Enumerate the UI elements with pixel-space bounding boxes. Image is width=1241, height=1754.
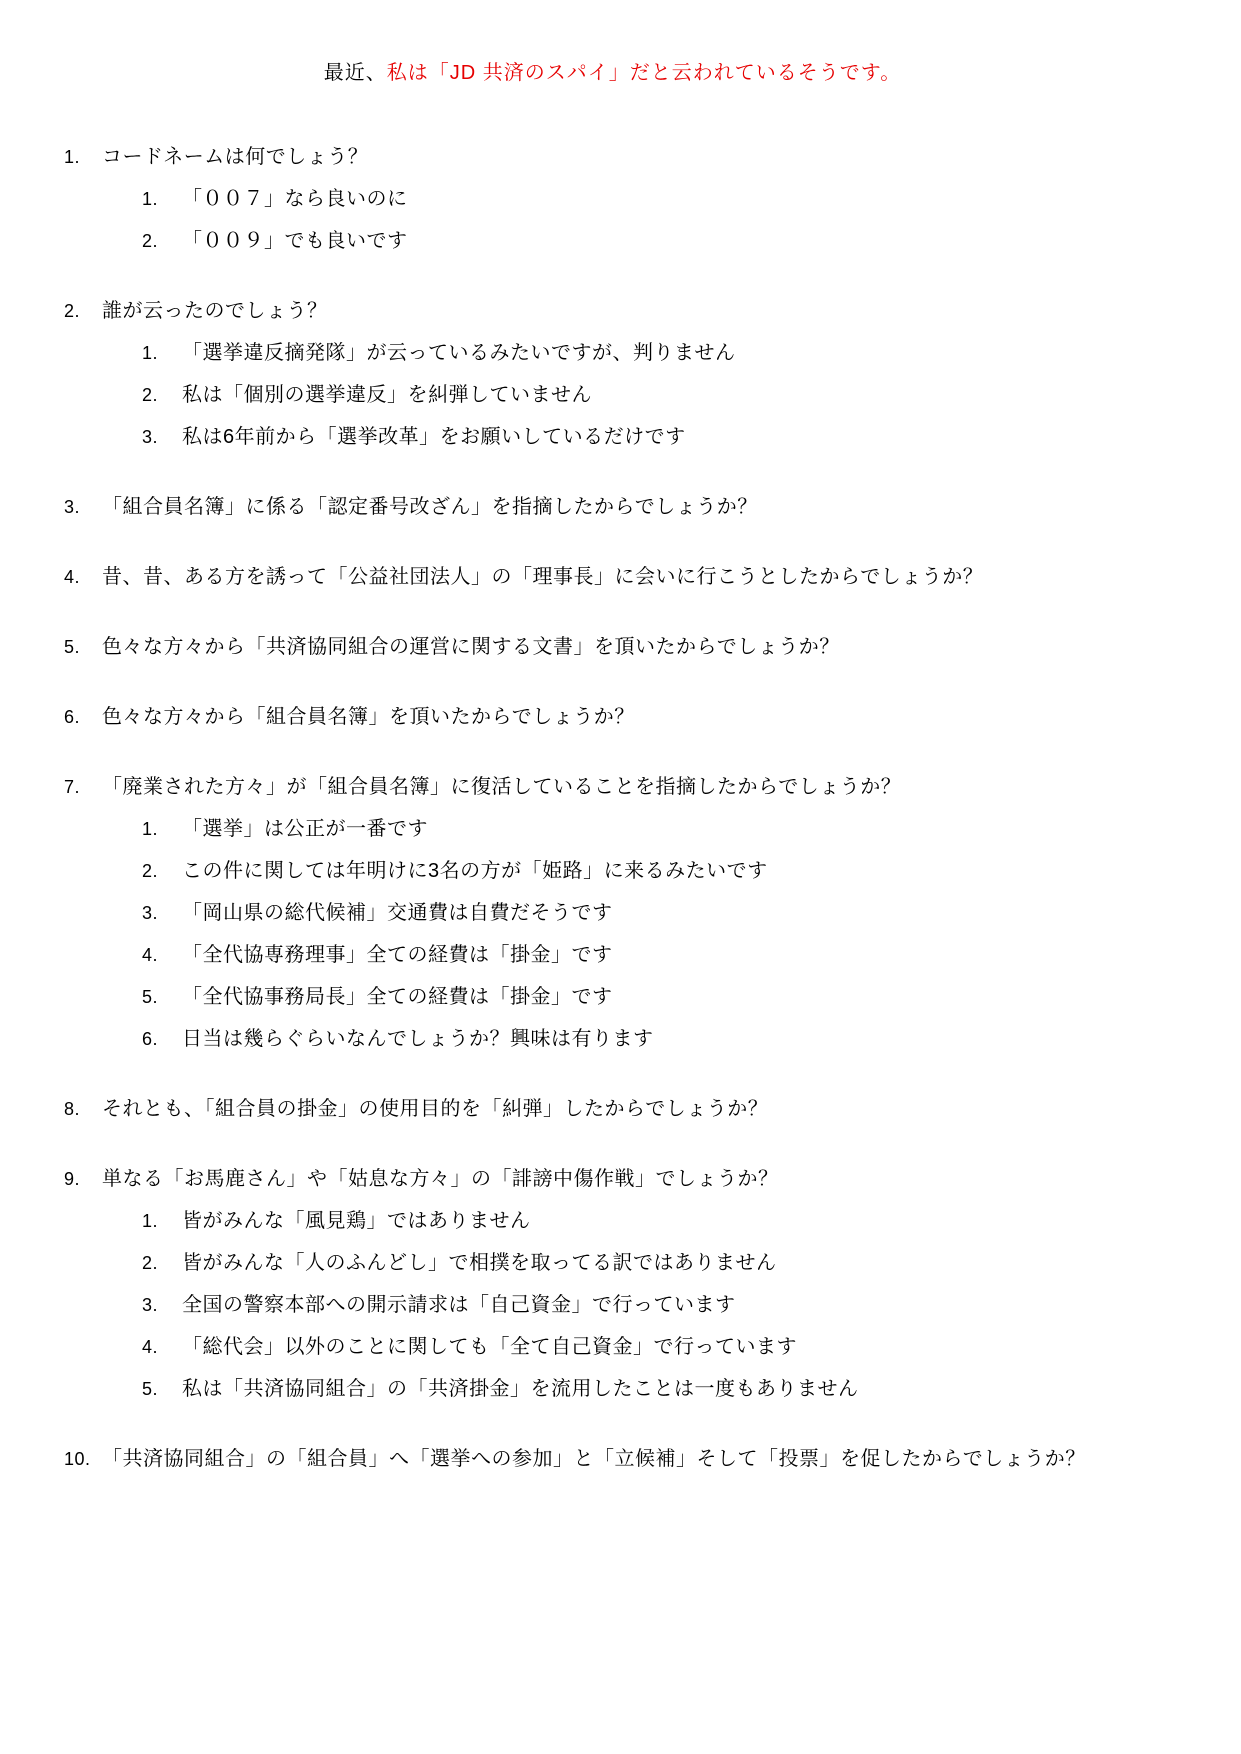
item-9-sub-5-text: 私は「共済協同組合」の「共済掛金」を流用したことは一度もありません — [182, 1378, 859, 1400]
item-8-text: それとも、「組合員の掛金」の使用目的を「糾弾」したからでしょうか？ — [102, 1098, 769, 1120]
item-7-sub-4-text: 「全代協専務理事」全ての経費は「掛金」です — [182, 944, 613, 966]
item-10-text: 「共済協同組合」の「組合員」へ「選挙への参加」と「立候補」そして「投票」を促したからでしょうか？ — [102, 1448, 1086, 1470]
item-2-text: 誰が云ったのでしょう？ — [102, 300, 328, 322]
item-7-sub-4 — [142, 940, 1161, 970]
item-7-sub-1-text: 「選挙」は公正が一番です — [182, 818, 428, 840]
item-8 — [64, 1094, 1161, 1124]
item-4-text: 昔、昔、ある方を誘って「公益社団法人」の「理事長」に会いに行こうとしたからでしょうか？ — [102, 566, 984, 588]
item-2-sub-1-number: 1. — [142, 343, 159, 363]
item-1-sub-1 — [142, 184, 1161, 214]
item-2-number: 2. — [64, 301, 81, 321]
item-4-number: 4. — [64, 567, 81, 587]
item-7-number: 7. — [64, 777, 81, 797]
item-7-sub-2-text: この件に関しては年明けに3名の方が「姫路」に来るみたいです — [182, 860, 768, 882]
title-emphasis: 私は「JD 共済のスパイ」だと云われているそうです。 — [386, 62, 902, 84]
item-9-sub-4 — [142, 1332, 1161, 1362]
item-7-sub-2 — [142, 856, 1161, 886]
item-1-sub-2 — [142, 226, 1161, 256]
item-7-sub-1 — [142, 814, 1161, 844]
item-7-sub-3-text: 「岡山県の総代候補」交通費は自費だそうです — [182, 902, 613, 924]
item-2-sub-3-number: 3. — [142, 427, 159, 447]
item-7-text: 「廃業された方々」が「組合員名簿」に復活していることを指摘したからでしょうか？ — [102, 776, 902, 798]
item-6 — [64, 702, 1161, 732]
item-1-sub-2-number: 2. — [142, 231, 159, 251]
item-2-sub-1 — [142, 338, 1161, 368]
document-title — [64, 58, 1161, 88]
item-7-sub-6 — [142, 1024, 1161, 1054]
item-10-number: 10. — [64, 1449, 91, 1469]
item-3-text: 「組合員名簿」に係る「認定番号改ざん」を指摘したからでしょうか？ — [102, 496, 758, 518]
item-2-sub-2-text: 私は「個別の選挙違反」を糾弾していません — [182, 384, 592, 406]
item-7-sub-1-number: 1. — [142, 819, 159, 839]
item-9 — [64, 1164, 1161, 1194]
item-9-sub-3-text: 全国の警察本部への開示請求は「自己資金」で行っています — [182, 1294, 736, 1316]
item-8-number: 8. — [64, 1099, 81, 1119]
item-5-number: 5. — [64, 637, 81, 657]
item-1-sub-1-text: 「００７」なら良いのに — [182, 188, 408, 210]
item-7-sub-4-number: 4. — [142, 945, 159, 965]
item-7-sub-6-text: 日当は幾らぐらいなんでしょうか？興味は有ります — [182, 1028, 654, 1050]
item-3-number: 3. — [64, 497, 81, 517]
title-prefix: 最近、 — [323, 62, 387, 84]
item-7-sub-5-text: 「全代協事務局長」全ての経費は「掛金」です — [182, 986, 613, 1008]
item-1-number: 1. — [64, 147, 81, 167]
item-3 — [64, 492, 1161, 522]
item-9-sub-5-number: 5. — [142, 1379, 159, 1399]
item-7-sub-2-number: 2. — [142, 861, 159, 881]
item-7-sub-3 — [142, 898, 1161, 928]
item-1-sub-2-text: 「００９」でも良いです — [182, 230, 408, 252]
item-9-sub-2-number: 2. — [142, 1253, 159, 1273]
item-7-sub-3-number: 3. — [142, 903, 159, 923]
item-1 — [64, 142, 1161, 172]
item-2-sub-2 — [142, 380, 1161, 410]
item-2-sub-3-text: 私は6年前から「選挙改革」をお願いしているだけです — [182, 426, 686, 448]
item-6-text: 色々な方々から「組合員名簿」を頂いたからでしょうか？ — [102, 706, 635, 728]
item-9-sub-2-text: 皆がみんな「人のふんどし」で相撲を取ってる訳ではありません — [182, 1252, 777, 1274]
item-10 — [64, 1444, 1161, 1474]
item-4 — [64, 562, 1161, 592]
item-6-number: 6. — [64, 707, 81, 727]
item-9-sub-1-number: 1. — [142, 1211, 159, 1231]
item-1-sub-1-number: 1. — [142, 189, 159, 209]
item-9-sub-4-number: 4. — [142, 1337, 159, 1357]
numbered-list — [64, 142, 1161, 1474]
item-7-sub-5 — [142, 982, 1161, 1012]
item-9-sub-2 — [142, 1248, 1161, 1278]
item-9-text: 単なる「お馬鹿さん」や「姑息な方々」の「誹謗中傷作戦」でしょうか？ — [102, 1168, 779, 1190]
item-9-sub-3 — [142, 1290, 1161, 1320]
item-1-text: コードネームは何でしょう？ — [102, 146, 369, 168]
item-7 — [64, 772, 1161, 802]
item-2 — [64, 296, 1161, 326]
item-9-sub-4-text: 「総代会」以外のことに関しても「全て自己資金」で行っています — [182, 1336, 797, 1358]
item-9-sub-5 — [142, 1374, 1161, 1404]
item-7-sub-6-number: 6. — [142, 1029, 159, 1049]
item-5-text: 色々な方々から「共済協同組合の運営に関する文書」を頂いたからでしょうか？ — [102, 636, 840, 658]
item-9-sub-3-number: 3. — [142, 1295, 159, 1315]
item-5 — [64, 632, 1161, 662]
item-9-sub-1-text: 皆がみんな「風見鶏」ではありません — [182, 1210, 531, 1232]
item-2-sub-3 — [142, 422, 1161, 452]
item-9-number: 9. — [64, 1169, 81, 1189]
item-7-sub-5-number: 5. — [142, 987, 159, 1007]
item-9-sub-1 — [142, 1206, 1161, 1236]
item-2-sub-1-text: 「選挙違反摘発隊」が云っているみたいですが、判りません — [182, 342, 736, 364]
item-2-sub-2-number: 2. — [142, 385, 159, 405]
